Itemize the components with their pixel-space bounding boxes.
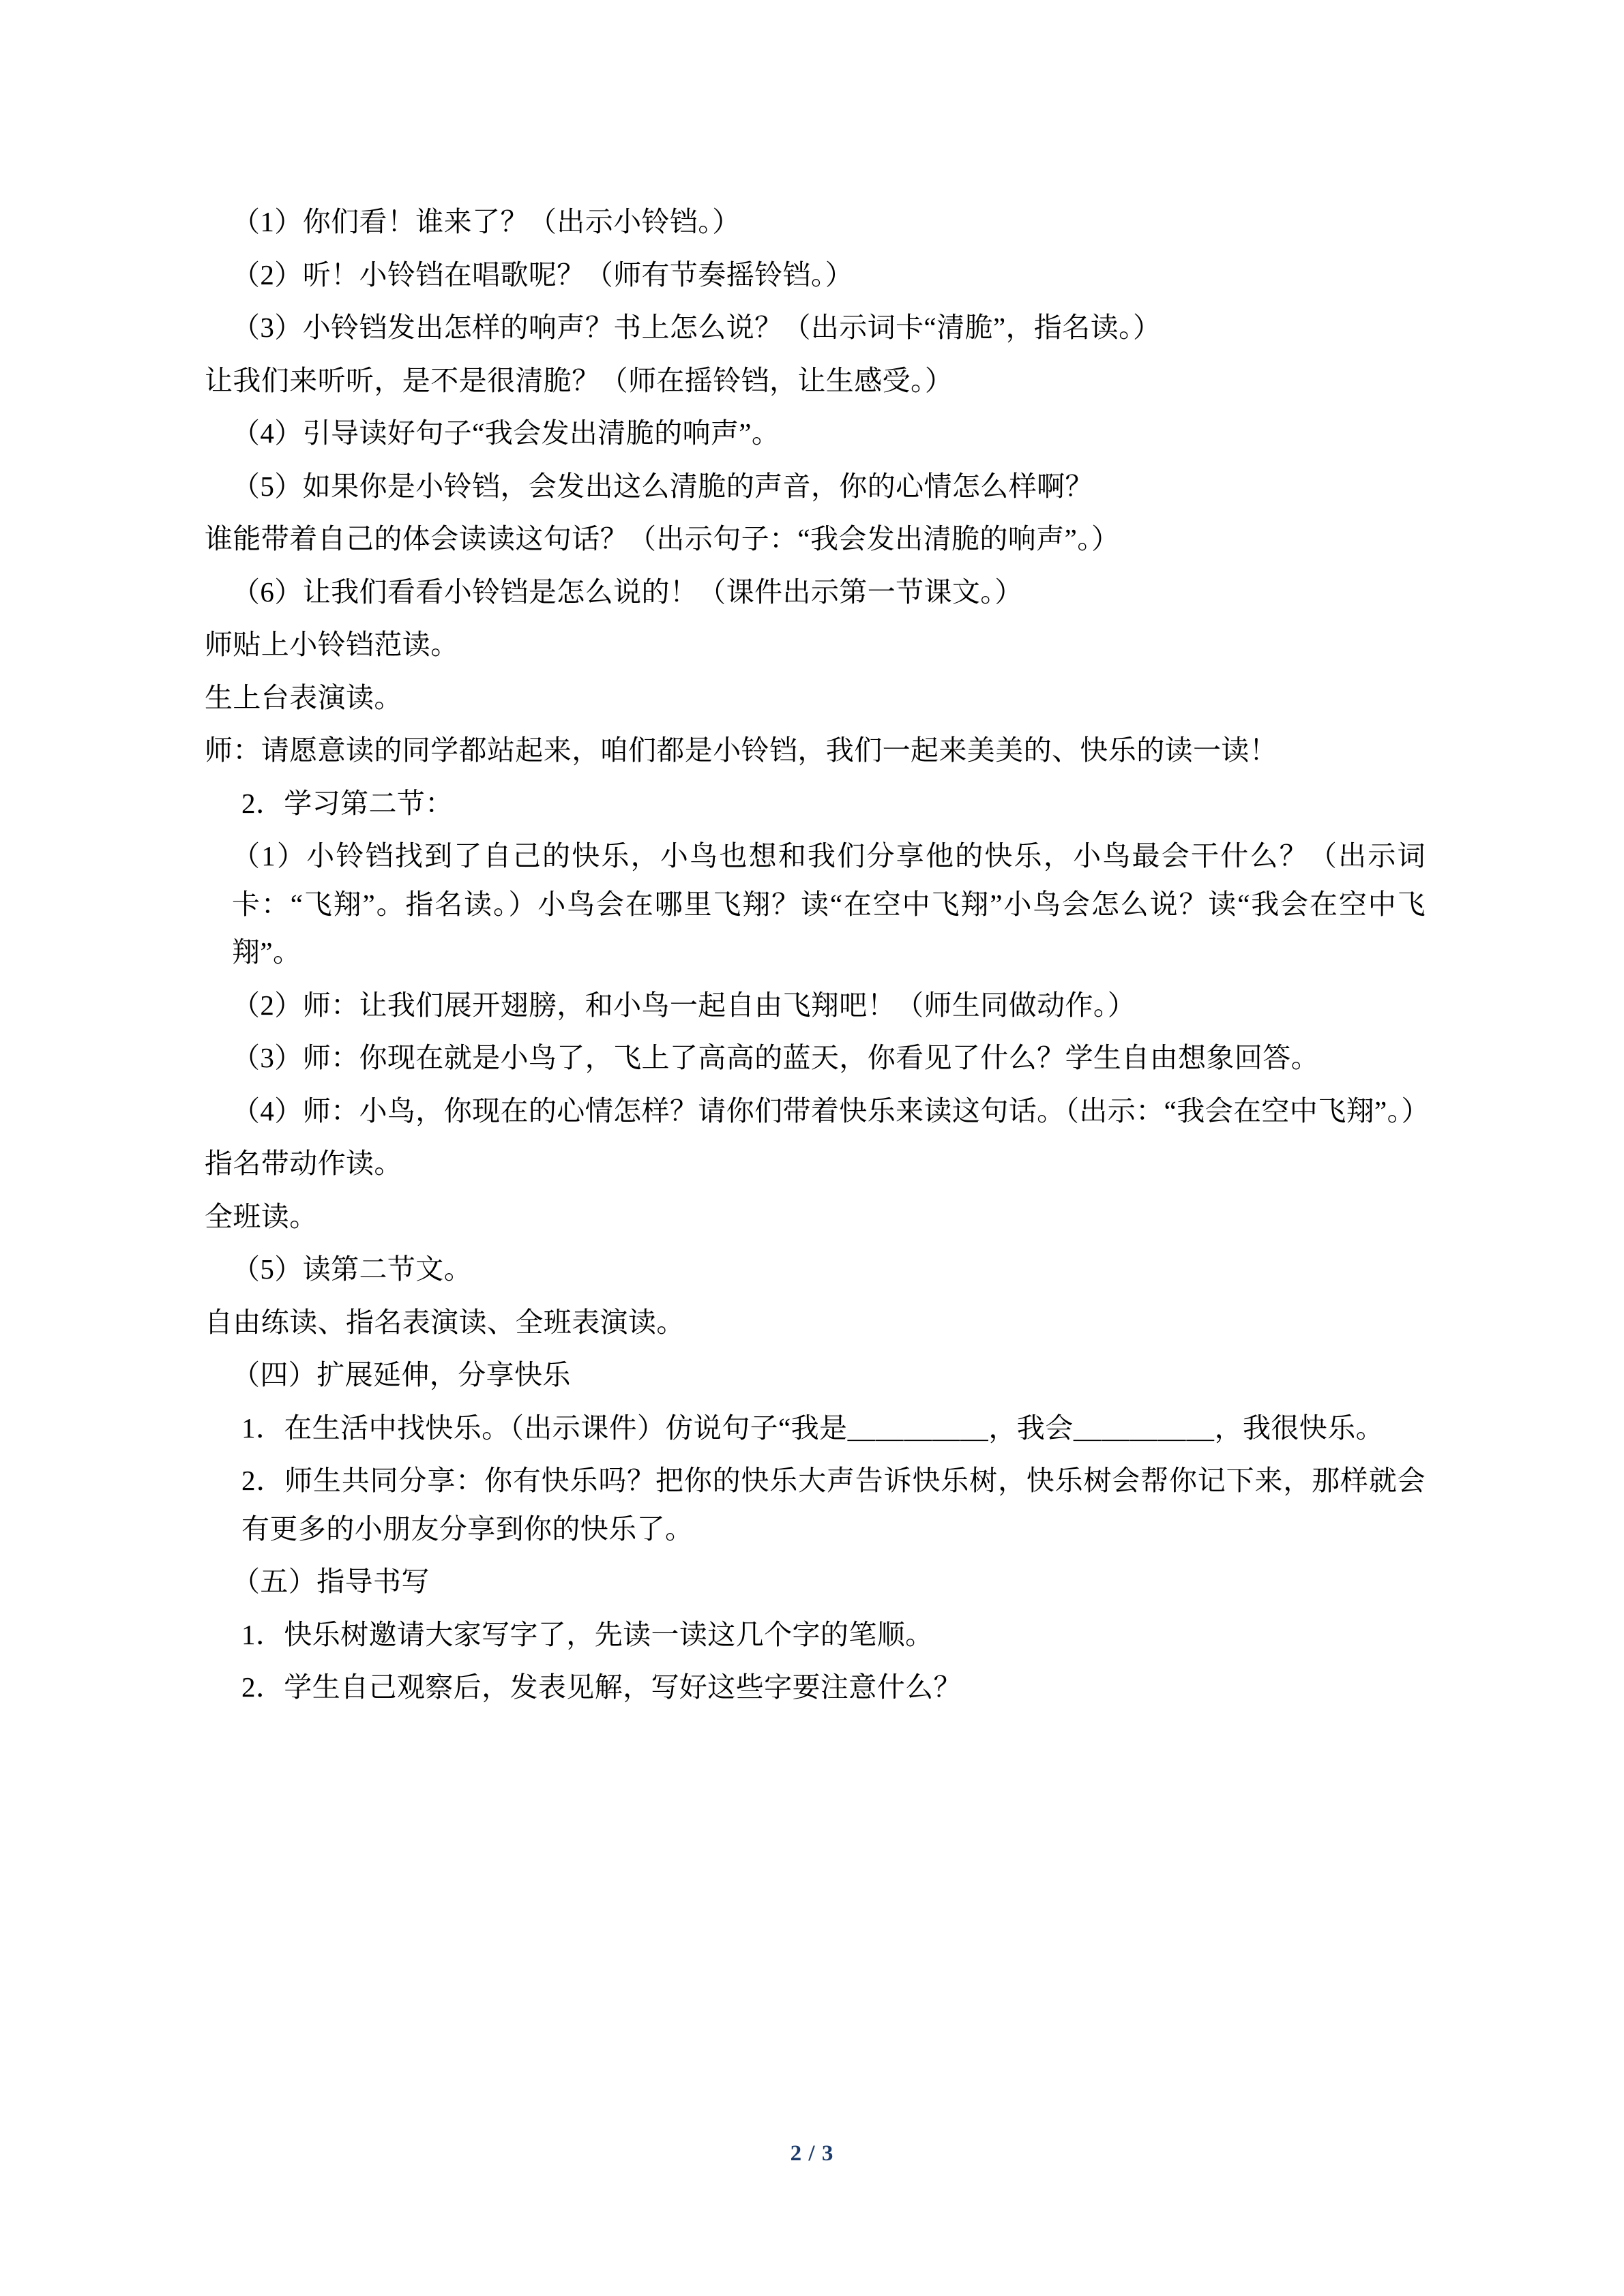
document-body	[205, 198, 1430, 1716]
paragraph: （5）如果你是小铃铛，会发出这么清脆的声音，你的心情怎么样啊？	[232, 470, 1093, 502]
paragraph: 1．在生活中找快乐。（出示课件）仿说句子“我是＿＿＿＿＿，我会＿＿＿＿＿，我很快乐。	[241, 1412, 1384, 1444]
paragraph: 2．学生自己观察后，发表见解，写好这些字要注意什么？	[241, 1671, 962, 1703]
paragraph: 生上台表演读。	[205, 681, 402, 713]
paragraph: 师贴上小铃铛范读。	[205, 629, 459, 661]
paragraph: 谁能带着自己的体会读读这句话？（出示句子：“我会发出清脆的响声”。）	[205, 523, 1120, 555]
paragraph: （四）扩展延伸，分享快乐	[232, 1359, 571, 1391]
paragraph: （2）听！小铃铛在唱歌呢？（师有节奏摇铃铛。）	[232, 258, 854, 290]
paragraph: （五）指导书写	[232, 1566, 430, 1598]
paragraph: 自由练读、指名表演读、全班表演读。	[205, 1306, 685, 1338]
paragraph: 全班读。	[205, 1200, 318, 1232]
paragraph: 2．学习第二节：	[241, 787, 454, 819]
paragraph: 让我们来听听，是不是很清脆？（师在摇铃铛，让生感受。）	[205, 364, 954, 396]
paragraph: （2）师：让我们展开翅膀，和小鸟一起自由飞翔吧！（师生同做动作。）	[232, 989, 1136, 1021]
page-number: 2 / 3	[790, 2141, 834, 2166]
paragraph: （6）让我们看看小铃铛是怎么说的！（课件出示第一节课文。）	[232, 576, 1023, 608]
paragraph: （5）读第二节文。	[232, 1253, 473, 1285]
paragraph: 2．师生共同分享：你有快乐吗？把你的快乐大声告诉快乐树，快乐树会帮你记下来，那样就会有更多的小朋友分享到你的快乐了。	[241, 1465, 1426, 1545]
paragraph: 师：请愿意读的同学都站起来，咱们都是小铃铛，我们一起来美美的、快乐的读一读！	[205, 734, 1278, 766]
paragraph: （4）师：小鸟，你现在的心情怎样？请你们带着快乐来读这句话。（出示：“我会在空中飞翔”。）	[232, 1094, 1430, 1127]
paragraph: （3）师：你现在就是小鸟了，飞上了高高的蓝天，你看见了什么？学生自由想象回答。	[232, 1042, 1320, 1074]
paragraph: （1）小铃铛找到了自己的快乐，小鸟也想和我们分享他的快乐，小鸟最会干什么？（出示词卡：“飞翔”。指名读。）小鸟会在哪里飞翔？读“在空中飞翔”小鸟会怎么说？读“我会在空中飞翔”。	[232, 840, 1426, 968]
paragraph: （3）小铃铛发出怎样的响声？书上怎么说？（出示词卡“清脆”，指名读。）	[232, 312, 1162, 344]
paragraph: 1．快乐树邀请大家写字了，先读一读这几个字的笔顺。	[241, 1618, 934, 1650]
paragraph: 指名带动作读。	[205, 1148, 402, 1180]
paragraph: （4）引导读好句子“我会发出清脆的响声”。	[232, 417, 780, 449]
paragraph: （1）你们看！谁来了？（出示小铃铛。）	[232, 206, 741, 237]
